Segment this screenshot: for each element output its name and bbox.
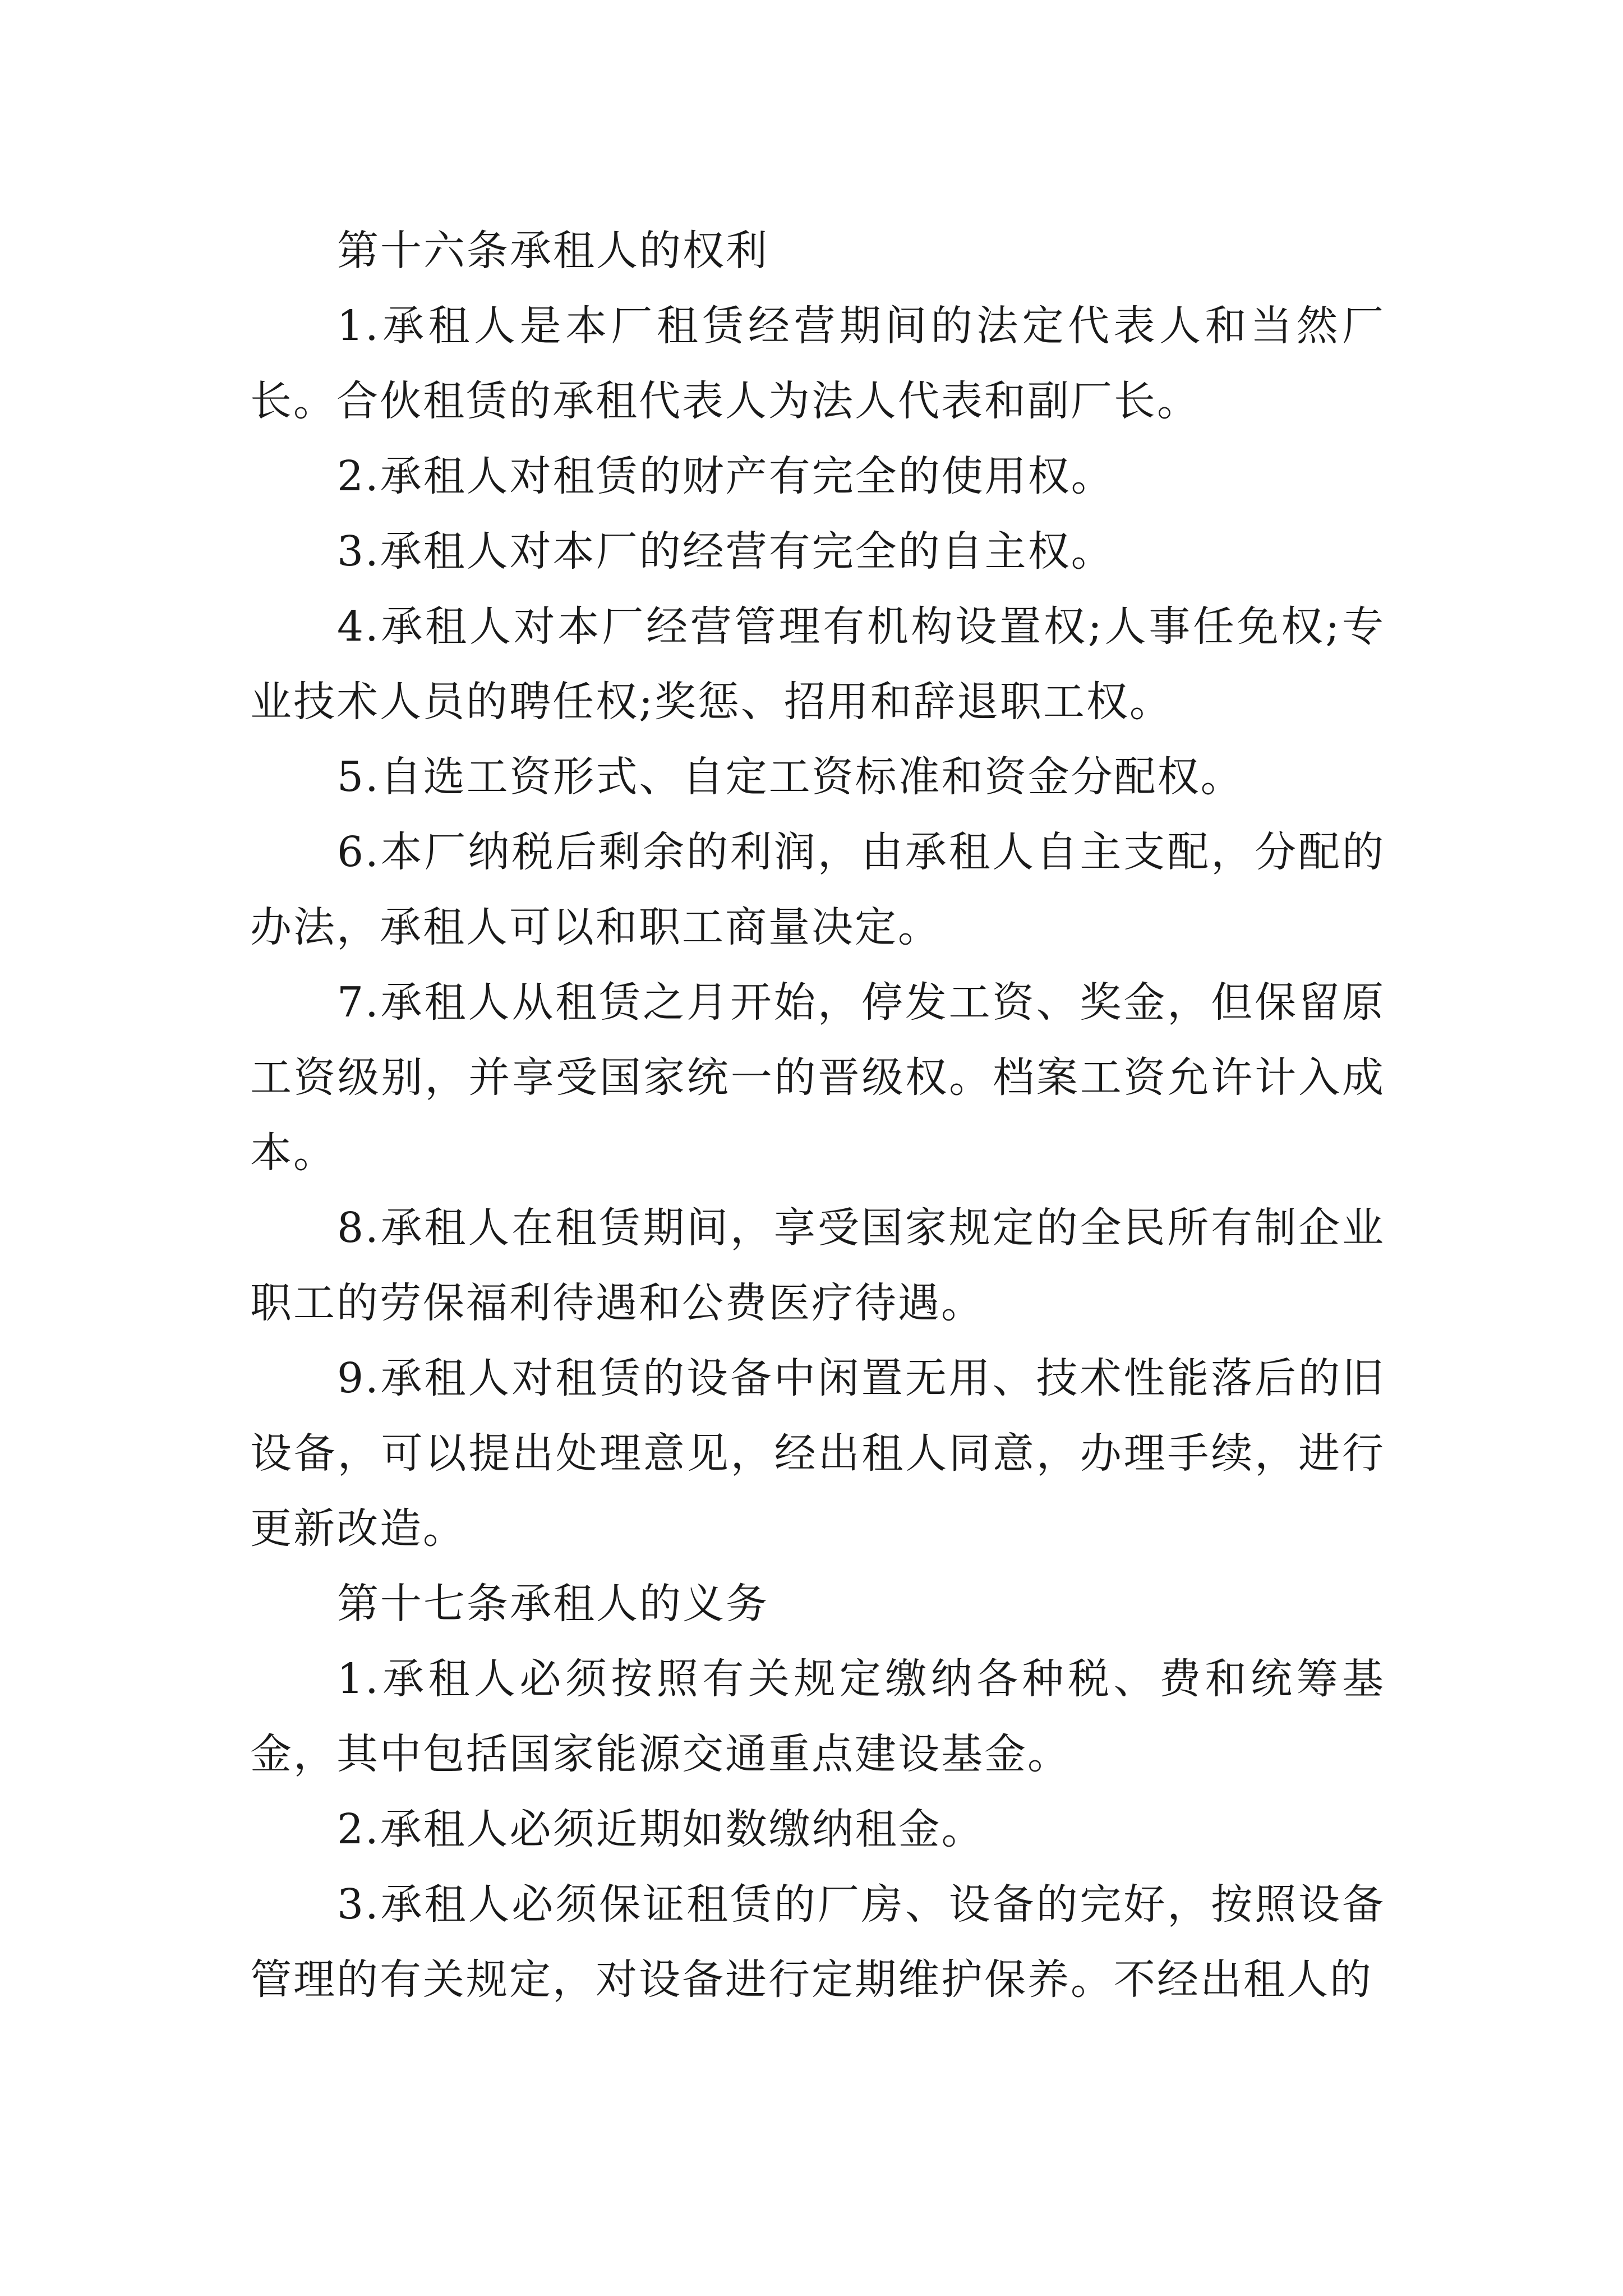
clause-paragraph: 2.承租人对租赁的财产有完全的使用权。: [337, 452, 1114, 500]
clause-paragraph: 3.承租人必须保证租赁的厂房、设备的完好，按照设备管理的有关规定，对设备进行定期维护保养。不经出租人的: [250, 1880, 1385, 2004]
clause-paragraph: 1.承租人必须按照有关规定缴纳各种税、费和统筹基金，其中包括国家能源交通重点建设基金。: [250, 1655, 1385, 1778]
section-heading: 第十六条承租人的权利: [337, 227, 769, 275]
clause-paragraph: 8.承租人在租赁期间，享受国家规定的全民所有制企业职工的劳保福利待遇和公费医疗待遇。: [250, 1204, 1385, 1327]
clause-paragraph: 9.承租人对租赁的设备中闲置无用、技术性能落后的旧设备，可以提出处理意见，经出租人同意，办理手续，进行更新改造。: [250, 1354, 1385, 1553]
section-heading: 第十七条承租人的义务: [337, 1580, 769, 1628]
clause-paragraph: 3.承租人对本厂的经营有完全的自主权。: [337, 527, 1114, 576]
clause-paragraph: 5.自选工资形式、自定工资标准和资金分配权。: [337, 753, 1244, 801]
clause-paragraph: 1.承租人是本厂租赁经营期间的法定代表人和当然厂长。合伙租赁的承租代表人为法人代表和副厂长。: [250, 302, 1385, 425]
document-page: [250, 213, 1385, 2017]
clause-paragraph: 6.本厂纳税后剩余的利润，由承租人自主支配，分配的办法，承租人可以和职工商量决定。: [250, 828, 1385, 951]
clause-paragraph: 7.承租人从租赁之月开始，停发工资、奖金，但保留原工资级别，并享受国家统一的晋级权。档案工资允许计入成本。: [250, 978, 1385, 1177]
clause-paragraph: 2.承租人必须近期如数缴纳租金。: [337, 1805, 985, 1853]
clause-paragraph: 4.承租人对本厂经营管理有机构设置权;人事任免权;专业技术人员的聘任权;奖惩、招用和辞退职工权。: [250, 602, 1385, 726]
